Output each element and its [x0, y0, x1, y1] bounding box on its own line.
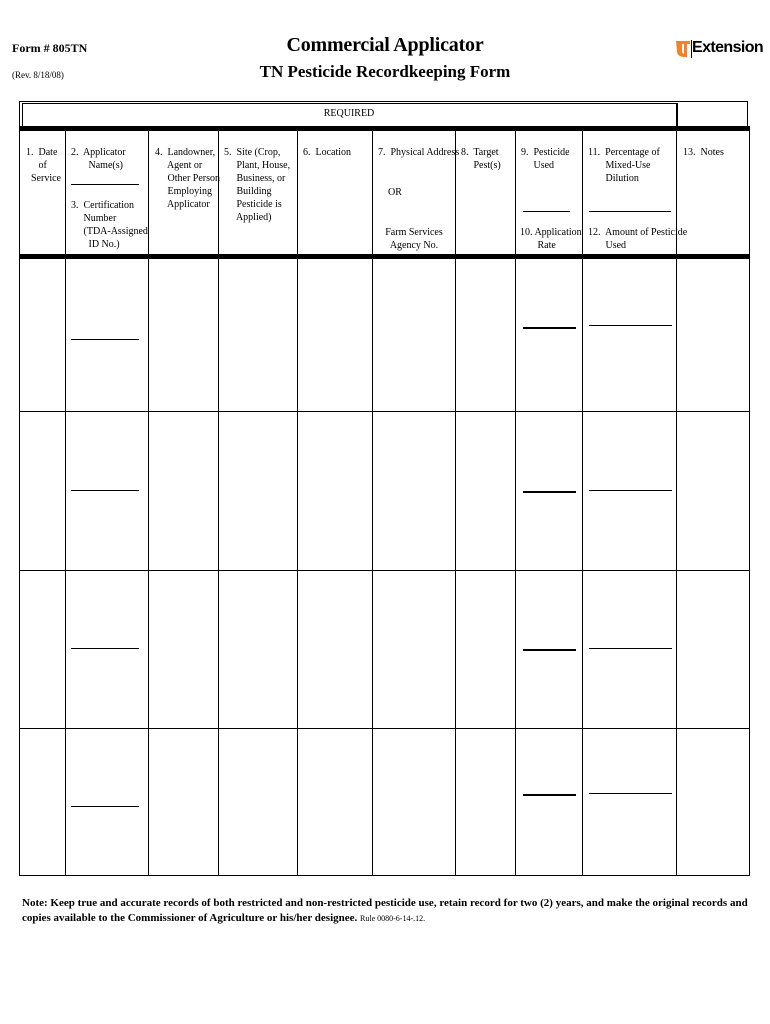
- row-separator: [19, 728, 750, 729]
- col-divider: [297, 131, 298, 876]
- col-header-certification: 3. Certification Number (TDA-Assigned ID No.): [71, 200, 148, 250]
- pesticide-rate-line[interactable]: [523, 327, 576, 329]
- col-header-target-pests: 8. Target Pest(s): [461, 147, 501, 171]
- col-divider: [582, 131, 583, 876]
- percentage-amount-line[interactable]: [589, 490, 672, 491]
- pesticide-rate-line[interactable]: [523, 794, 576, 796]
- col-divider: [218, 131, 219, 876]
- note-text: Note: Keep true and accurate records of both restricted and non-restricted pesticide use, retain record for two (2) years, and make the original records and copies available to the Commissioner of Agriculture or his/her designee.: [22, 897, 748, 924]
- percentage-amount-line[interactable]: [589, 325, 672, 326]
- form-number: Form # 805TN: [12, 41, 88, 55]
- form-title: Commercial Applicator: [286, 34, 484, 56]
- applicator-cert-line[interactable]: [71, 490, 139, 491]
- col-header-date: 1. Date of Service: [26, 147, 61, 184]
- applicator-cert-line[interactable]: [71, 648, 139, 649]
- header-bottom-bar: [19, 254, 750, 259]
- form-subtitle: TN Pesticide Recordkeeping Form: [259, 62, 511, 81]
- ut-logo-icon: [676, 38, 690, 58]
- col-header-notes: 13. Notes: [683, 147, 724, 158]
- col-divider: [749, 131, 750, 876]
- col-header-site: 5. Site (Crop, Plant, House, Business, or Building Pesticide is Applied): [224, 147, 291, 223]
- col-header-amount: 12. Amount of Pesticide Used: [588, 227, 688, 251]
- col-header-physical-address: 7. Physical Address: [378, 147, 460, 158]
- pesticide-rate-line[interactable]: [523, 649, 576, 651]
- header-underline: [589, 211, 671, 212]
- col-header-or: OR: [388, 187, 402, 198]
- col-header-application-rate: 10. Application Rate: [520, 227, 582, 251]
- applicator-cert-line[interactable]: [71, 806, 139, 807]
- percentage-amount-line[interactable]: [589, 793, 672, 794]
- applicator-cert-line[interactable]: [71, 339, 139, 340]
- logo-text: Extension: [692, 39, 764, 56]
- col-header-applicator: 2. Applicator Name(s): [71, 147, 126, 171]
- col-divider: [19, 131, 20, 876]
- col-header-pesticide-used: 9. Pesticide Used: [521, 147, 570, 171]
- pesticide-rate-line[interactable]: [523, 491, 576, 493]
- percentage-amount-line[interactable]: [589, 648, 672, 649]
- col-divider: [148, 131, 149, 876]
- row-separator: [19, 411, 750, 412]
- col-header-location: 6. Location: [303, 147, 352, 158]
- col-header-percentage: 11. Percentage of Mixed-Use Dilution: [588, 147, 660, 184]
- col-header-fsa-number: Farm Services Agency No.: [385, 227, 443, 251]
- footer-note: [22, 896, 752, 926]
- required-label: REQUIRED: [323, 108, 375, 119]
- header-underline: [71, 184, 139, 185]
- header-underline: [523, 211, 570, 212]
- row-separator: [19, 570, 750, 571]
- table-bottom-border: [19, 875, 750, 876]
- rule-citation: Rule 0080-6-14-.12.: [360, 914, 426, 923]
- revision-date: (Rev. 8/18/08): [12, 70, 64, 80]
- col-divider: [515, 131, 516, 876]
- col-divider: [455, 131, 456, 876]
- header-top-bar: [19, 126, 750, 131]
- required-right-cell: [676, 103, 743, 127]
- col-header-landowner: 4. Landowner, Agent or Other Person Employing Applicator: [155, 147, 220, 210]
- col-divider: [65, 131, 66, 876]
